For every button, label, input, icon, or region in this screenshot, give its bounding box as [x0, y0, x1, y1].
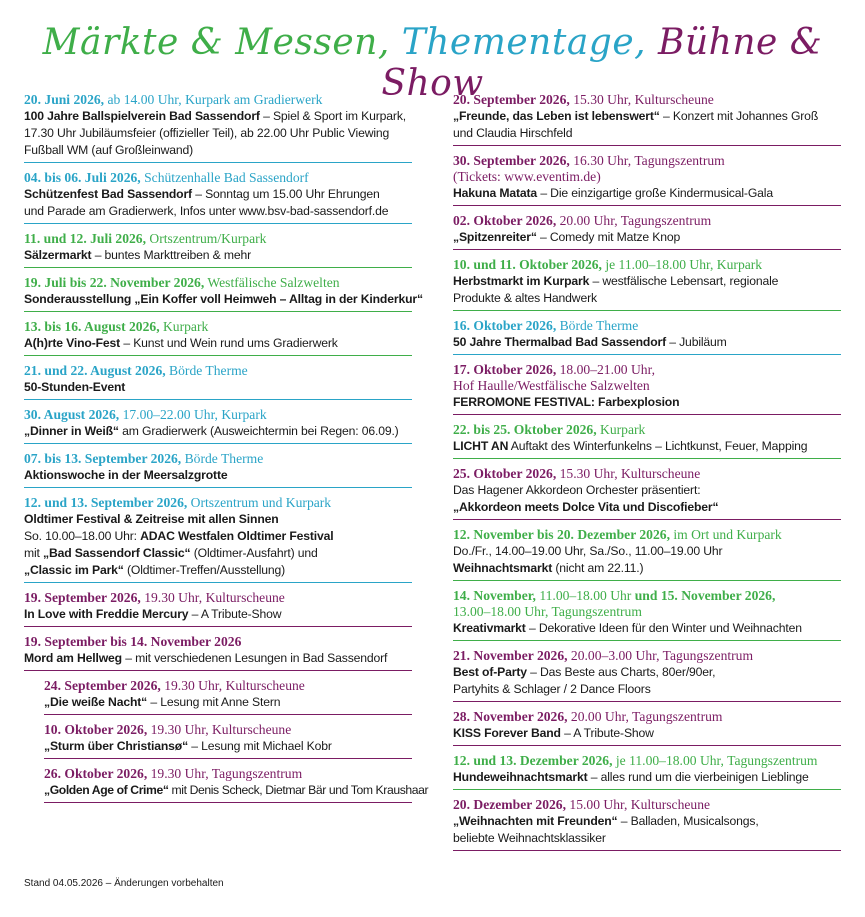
event-time-location: 16.30 Uhr, Tagungszentrum [569, 153, 725, 168]
event-detail: – A Tribute-Show [560, 726, 654, 740]
event-title: Sonderausstellung „Ein Koffer voll Heimweh – Alltag in der Kinderkur“ [24, 292, 423, 306]
event-date: 24. September 2026, [44, 678, 161, 693]
event-date: 19. September 2026, [24, 590, 141, 605]
event-description-line [453, 543, 841, 560]
event-date: 26. Oktober 2026, [44, 766, 148, 781]
event-detail: – Die einzigartige große Kindermusical-Gala [537, 186, 773, 200]
event-date-heading [24, 275, 412, 291]
event-title: 50 Jahre Thermalbad Bad Sassendorf [453, 335, 667, 349]
event-item [453, 318, 841, 355]
event-description-line [453, 290, 841, 307]
event-time-location: 18.00–21.00 Uhr, [556, 362, 655, 377]
event-date: 11. und 12. Juli 2026, [24, 231, 147, 246]
event-heading-extra: 13.00–18.00 Uhr, Tagungszentrum [453, 604, 642, 619]
event-detail: – Konzert mit Johannes Groß [659, 109, 819, 123]
event-date: 07. bis 13. September 2026, [24, 451, 182, 466]
event-time-location: 15.30 Uhr, Kulturscheune [556, 466, 701, 481]
event-title: Hundeweihnachtsmarkt [453, 770, 588, 784]
event-description-line [44, 694, 412, 711]
event-description-line [453, 681, 841, 698]
event-description-line [453, 560, 841, 577]
event-date-heading [24, 451, 412, 467]
event-date: 10. Oktober 2026, [44, 722, 148, 737]
event-time-location: 20.00 Uhr, Tagungszentrum [556, 213, 712, 228]
event-detail: – Jubiläum [666, 335, 727, 349]
event-title: „Bad Sassendorf Classic“ [43, 546, 191, 560]
event-description-line [24, 606, 412, 623]
event-date-heading [453, 588, 841, 604]
event-date: 19. September bis 14. November 2026 [24, 634, 242, 649]
events-column-left [24, 92, 429, 810]
event-description-line [24, 650, 412, 667]
event-item [453, 588, 841, 641]
event-detail: und Claudia Hirschfeld [453, 126, 573, 140]
event-title: LICHT AN [453, 439, 509, 453]
event-time-location: Westfälische Salzwelten [204, 275, 340, 290]
event-description-line [24, 108, 412, 125]
event-detail: – mit verschiedenen Lesungen in Bad Sassendorf [121, 651, 388, 665]
event-title: FERROMONE FESTIVAL: Farbexplosion [453, 395, 680, 409]
event-date-heading [453, 213, 841, 229]
event-detail: – westfälische Lebensart, regionale [589, 274, 779, 288]
event-item [453, 753, 841, 790]
event-detail: 17.30 Uhr Jubiläumsfeier (offizieller Teil), ab 22.00 Uhr Public Viewing [24, 126, 390, 140]
event-date-second: und 15. November 2026, [634, 588, 776, 603]
event-time-location: Börde Therme [181, 451, 264, 466]
event-time-location: Börde Therme [165, 363, 248, 378]
event-description-line [453, 185, 841, 202]
title-part-markets: Märkte & Messen, [42, 22, 390, 63]
event-time-location: 20.00–3.00 Uhr, Tagungszentrum [567, 648, 754, 663]
event-time-location: 17.00–22.00 Uhr, Kurpark [119, 407, 267, 422]
event-time-location: 15.00 Uhr, Kulturscheune [566, 797, 711, 812]
event-title: Aktionswoche in der Meersalzgrotte [24, 468, 228, 482]
event-time-location: im Ort und Kurpark [669, 527, 782, 542]
event-detail: – A Tribute-Show [188, 607, 282, 621]
event-title: Schützenfest Bad Sassendorf [24, 187, 192, 201]
event-time-location: Börde Therme [556, 318, 639, 333]
event-date: 28. November 2026, [453, 709, 568, 724]
event-date: 02. Oktober 2026, [453, 213, 557, 228]
event-title: In Love with Freddie Mercury [24, 607, 189, 621]
event-item [24, 590, 412, 627]
event-item [453, 422, 841, 459]
event-description-line [24, 291, 423, 308]
event-detail: (nicht am 22.11.) [552, 561, 644, 575]
event-item [453, 466, 841, 520]
event-title: Weihnachtsmarkt [453, 561, 553, 575]
event-description-line [24, 511, 412, 528]
event-date-heading [24, 495, 412, 511]
event-detail: – alles rund um die vierbeinigen Lieblinge [587, 770, 809, 784]
event-item [44, 722, 412, 759]
event-date: 04. bis 06. Juli 2026, [24, 170, 141, 185]
event-time-location: Schützenhalle Bad Sassendorf [140, 170, 309, 185]
event-detail: – Dekorative Ideen für den Winter und Weihnachten [525, 621, 802, 635]
event-item [453, 362, 841, 415]
event-detail: am Gradierwerk (Ausweichtermin bei Regen: 06.09.) [118, 424, 399, 438]
event-time-location: je 11.00–18.00 Uhr, Kurpark [601, 257, 763, 272]
event-title: Oldtimer Festival & Zeitreise mit allen Sinnen [24, 512, 279, 526]
event-detail: (Oldtimer-Treffen/Ausstellung) [123, 563, 286, 577]
event-date: 25. Oktober 2026, [453, 466, 557, 481]
event-date-heading [453, 797, 841, 813]
event-date-heading [44, 722, 412, 738]
event-item [24, 170, 412, 224]
event-title: ADAC Westfalen Oldtimer Festival [140, 529, 334, 543]
event-date-heading [24, 407, 412, 423]
event-date-heading [453, 648, 841, 664]
event-description-line [24, 528, 412, 545]
event-title: KISS Forever Band [453, 726, 561, 740]
event-date: 13. bis 16. August 2026, [24, 319, 160, 334]
event-description-line [453, 499, 841, 516]
event-date: 22. bis 25. Oktober 2026, [453, 422, 597, 437]
events-column-right [453, 92, 841, 858]
event-item [24, 495, 412, 583]
event-detail: – Spiel & Sport im Kurpark, [259, 109, 407, 123]
event-title: Hakuna Matata [453, 186, 538, 200]
event-date-heading [453, 153, 841, 169]
event-time-location: 11.00–18.00 Uhr [535, 588, 635, 603]
event-date-heading [453, 753, 841, 769]
event-date-heading [24, 634, 412, 650]
event-date: 16. Oktober 2026, [453, 318, 557, 333]
event-item [24, 275, 423, 312]
event-description-line [24, 203, 412, 220]
event-date-heading [453, 466, 841, 482]
event-detail: Partyhits & Schlager / 2 Dance Floors [453, 682, 651, 696]
event-description-line [453, 394, 841, 411]
event-item [453, 648, 841, 702]
event-description-line [453, 438, 841, 455]
event-title: „Freunde, das Leben ist lebenswert“ [453, 109, 660, 123]
event-time-location: Ortszentrum/Kurpark [146, 231, 267, 246]
event-time-location: 15.30 Uhr, Kulturscheune [569, 92, 714, 107]
event-item [453, 153, 841, 206]
event-description-line [453, 664, 841, 681]
event-time-location: ab 14.00 Uhr, Kurpark am Gradierwerk [104, 92, 323, 107]
event-detail: – Sonntag um 15.00 Uhr Ehrungen [191, 187, 380, 201]
event-date-heading [24, 170, 412, 186]
event-item [24, 319, 412, 356]
event-detail: mit Denis Scheck, Dietmar Bär und Tom Kraushaar [168, 783, 429, 797]
event-title: Herbstmarkt im Kurpark [453, 274, 590, 288]
event-item [453, 213, 841, 250]
event-date-heading [453, 257, 841, 273]
event-title: Kreativmarkt [453, 621, 526, 635]
event-date: 17. Oktober 2026, [453, 362, 557, 377]
event-time-location: 19.30 Uhr, Tagungszentrum [147, 766, 303, 781]
event-description-line [453, 273, 841, 290]
event-date-heading [24, 231, 412, 247]
event-date: 20. Dezember 2026, [453, 797, 566, 812]
event-item [453, 92, 841, 146]
event-date: 12. November bis 20. Dezember 2026, [453, 527, 670, 542]
event-date: 21. November 2026, [453, 648, 568, 663]
event-date: 14. November, [453, 588, 536, 603]
event-description-line [24, 423, 412, 440]
event-description-line [453, 108, 841, 125]
event-detail: beliebte Weihnachtsklassiker [453, 831, 606, 845]
event-description-line [24, 467, 412, 484]
event-title: A(h)rte Vino-Fest [24, 336, 121, 350]
title-part-themedays: Thementage, [401, 22, 647, 63]
event-description-line [44, 738, 412, 755]
event-date-heading [24, 590, 412, 606]
event-item [24, 231, 412, 268]
event-date: 30. August 2026, [24, 407, 120, 422]
event-description-line [44, 782, 429, 799]
event-title: „Dinner in Weiß“ [24, 424, 119, 438]
event-title: 50-Stunden-Event [24, 380, 126, 394]
event-title: 100 Jahre Ballspielverein Bad Sassendorf [24, 109, 260, 123]
event-title: „Die weiße Nacht“ [44, 695, 148, 709]
event-item [24, 407, 412, 444]
event-item [453, 797, 841, 851]
event-description-line [24, 335, 412, 352]
title-part-stage: Bühne & Show [381, 22, 823, 104]
event-detail: – buntes Markttreiben & mehr [91, 248, 252, 262]
event-description-line [453, 229, 841, 246]
event-title: Sälzermarkt [24, 248, 92, 262]
event-description-line [453, 725, 841, 742]
event-date-heading [24, 92, 412, 108]
event-title: „Golden Age of Crime“ [44, 783, 169, 797]
event-time-location: je 11.00–18.00 Uhr, Tagungszentrum [612, 753, 818, 768]
event-item [453, 527, 841, 581]
event-item [453, 257, 841, 311]
event-time-location: Kurpark [596, 422, 646, 437]
event-date-heading [453, 318, 841, 334]
event-time-location: 20.00 Uhr, Tagungszentrum [567, 709, 723, 724]
event-date: 30. September 2026, [453, 153, 570, 168]
event-item [44, 766, 429, 803]
event-description-line [453, 125, 841, 142]
event-detail: (Oldtimer-Ausfahrt) und [190, 546, 318, 560]
event-item [24, 92, 412, 163]
event-item [453, 709, 841, 746]
event-detail: mit [24, 546, 44, 560]
event-detail: Auftakt des Winterfunkelns – Lichtkunst, Feuer, Mapping [508, 439, 808, 453]
event-date-heading [453, 422, 841, 438]
footer-note: Stand 04.05.2026 – Änderungen vorbehalten [24, 878, 224, 889]
event-date: 10. und 11. Oktober 2026, [453, 257, 602, 272]
event-detail: – Balladen, Musicalsongs, [617, 814, 759, 828]
event-description-line [24, 142, 412, 159]
event-description-line [453, 482, 841, 499]
event-date: 19. Juli bis 22. November 2026, [24, 275, 205, 290]
event-title: „Akkordeon meets Dolce Vita und Discofieber“ [453, 500, 719, 514]
event-date-heading [44, 766, 412, 782]
event-detail: So. 10.00–18.00 Uhr: [24, 529, 141, 543]
event-title: „Classic im Park“ [24, 563, 124, 577]
event-date: 21. und 22. August 2026, [24, 363, 166, 378]
event-item [24, 634, 412, 671]
event-description-line [453, 813, 841, 830]
event-title: „Sturm über Christiansø“ [44, 739, 189, 753]
event-time-location: Kurpark [159, 319, 209, 334]
event-heading-extra: Hof Haulle/Westfälische Salzwelten [453, 378, 650, 393]
event-detail: Do./Fr., 14.00–19.00 Uhr, Sa./So., 11.00–19.00 Uhr [453, 544, 723, 558]
event-date: 12. und 13. September 2026, [24, 495, 188, 510]
event-detail: Das Hagener Akkordeon Orchester präsentiert: [453, 483, 701, 497]
event-date: 20. Juni 2026, [24, 92, 105, 107]
event-date-heading [453, 92, 841, 108]
event-description-line [453, 334, 841, 351]
event-date: 12. und 13. Dezember 2026, [453, 753, 613, 768]
event-detail: – Kunst und Wein rund ums Gradierwerk [120, 336, 338, 350]
event-detail: – Lesung mit Michael Kobr [188, 739, 332, 753]
event-item [24, 363, 412, 400]
event-description-line [24, 186, 412, 203]
event-detail: – Das Beste aus Charts, 80er/90er, [526, 665, 716, 679]
event-description-line [24, 125, 412, 142]
event-description-line [24, 562, 412, 579]
event-description-line [453, 620, 841, 637]
event-description-line [24, 379, 412, 396]
event-description-line [24, 247, 412, 264]
event-time-location: 19.30 Uhr, Kulturscheune [160, 678, 305, 693]
event-item [44, 678, 412, 715]
event-time-location: Ortszentrum und Kurpark [187, 495, 332, 510]
event-detail: – Lesung mit Anne Stern [147, 695, 281, 709]
event-heading-extra: (Tickets: www.eventim.de) [453, 169, 601, 184]
event-date-heading [24, 319, 412, 335]
event-description-line [453, 830, 841, 847]
event-title: Best of-Party [453, 665, 527, 679]
event-date-heading [453, 709, 841, 725]
event-title: „Spitzenreiter“ [453, 230, 537, 244]
event-item [24, 451, 412, 488]
event-date-heading [44, 678, 412, 694]
event-detail: Fußball WM (auf Großleinwand) [24, 143, 194, 157]
event-time-location: 19.30 Uhr, Kulturscheune [140, 590, 285, 605]
event-description-line [24, 545, 412, 562]
event-detail: – Comedy mit Matze Knop [536, 230, 681, 244]
event-date-heading [24, 363, 412, 379]
event-time-location: 19.30 Uhr, Kulturscheune [147, 722, 292, 737]
event-date-heading [453, 362, 841, 378]
event-title: Mord am Hellweg [24, 651, 122, 665]
event-date: 20. September 2026, [453, 92, 570, 107]
event-detail: und Parade am Gradierwerk, Infos unter www.bsv-bad-sassendorf.de [24, 204, 389, 218]
event-detail: Produkte & altes Handwerk [453, 291, 597, 305]
event-description-line [453, 769, 841, 786]
event-title: „Weihnachten mit Freunden“ [453, 814, 618, 828]
event-date-heading [453, 527, 841, 543]
